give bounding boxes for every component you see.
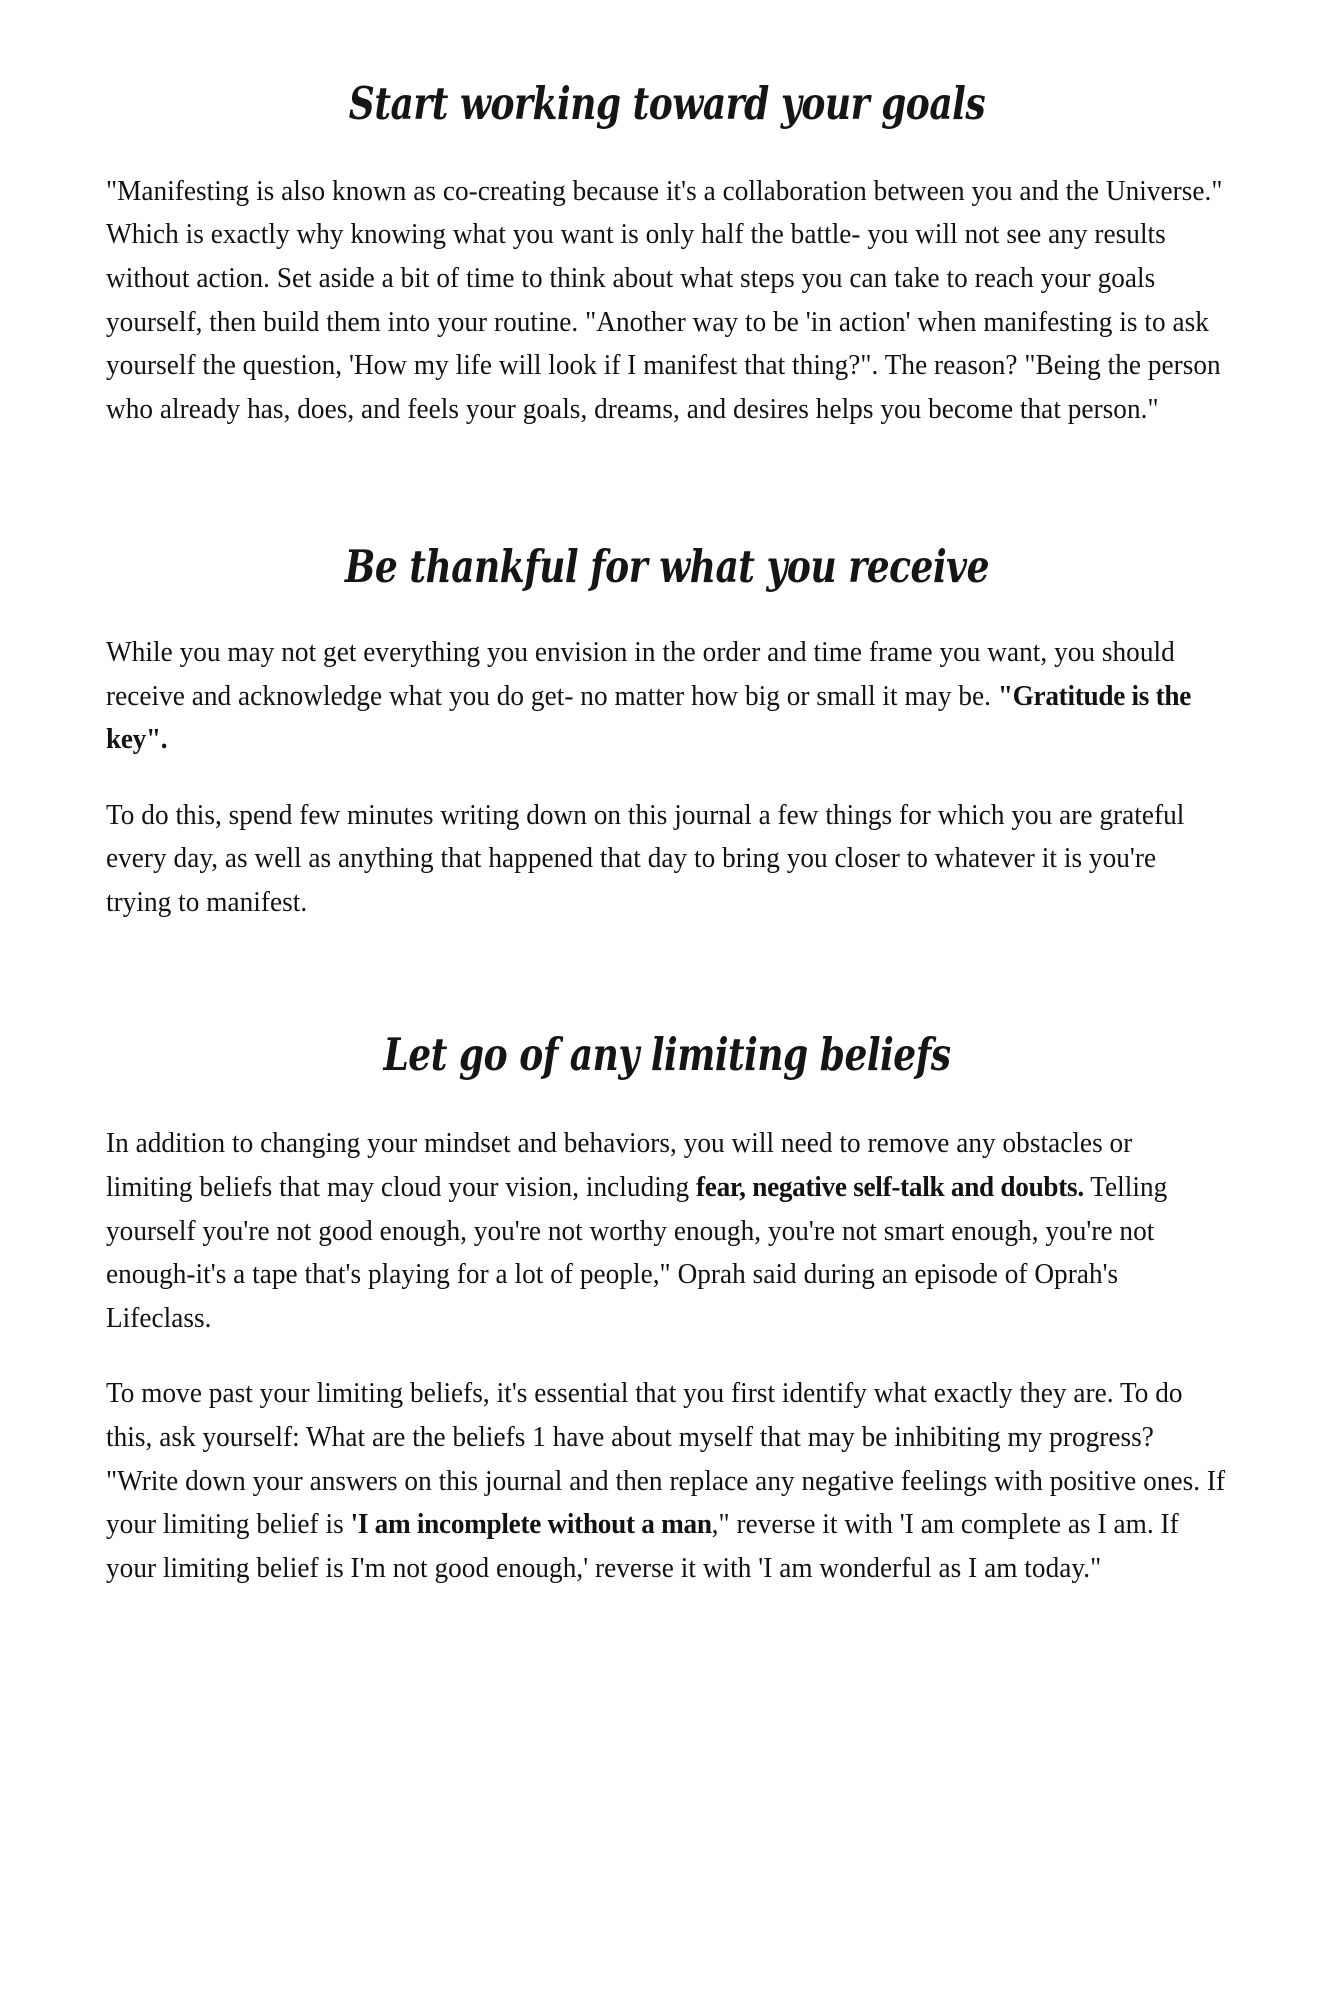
spacer <box>106 762 1228 794</box>
paragraph-1-1 <box>106 170 1226 432</box>
paragraph-2-2 <box>106 794 1226 925</box>
paragraph-3-1 <box>106 1122 1226 1340</box>
body-text-run: ," reverse it with 'I am complete as I am. If your limiting belief is I'm not good enough,' reverse it with 'I am wonderful as I am today." <box>106 1509 1179 1584</box>
paragraph-3-2 <box>106 1372 1226 1590</box>
emphasis-text: "Gratitude is the key". <box>106 680 1192 756</box>
spacer <box>106 1080 1228 1122</box>
spacer <box>106 925 1228 1029</box>
body-text-run: To do this, spend few minutes writing down on this journal a few things for which you are grateful every day, as well as anything that happened that day to bring you closer to whatever it is you're trying to manifest. <box>106 799 1185 919</box>
body-text-run: To move past your limiting beliefs, it's essential that you first identify what exactly they are. To do this, ask yourself: What are the beliefs 1 have about myself that may be inhibiting my progress? "Write down your answers on this journal and then replace any negative feelings with positive ones. If your limiting belief is <box>106 1378 1226 1541</box>
emphasis-text: 'I am incomplete without a man <box>350 1509 712 1541</box>
spacer <box>106 593 1228 631</box>
paragraph-2-1 <box>106 631 1226 762</box>
body-text-run: While you may not get everything you envision in the order and time frame you want, you should receive and acknowledge what you do get- no matter how big or small it may be. <box>106 637 1175 712</box>
section-heading-3: Let go of any limiting beliefs <box>383 1027 951 1081</box>
spacer <box>106 1340 1228 1372</box>
emphasis-text: fear, negative self-talk and doubts. <box>695 1171 1084 1203</box>
spacer <box>106 431 1228 541</box>
body-text-run: "Manifesting is also known as co-creating because it's a collaboration between you and the Universe." Which is exactly why knowing what you want is only half the battle- you will not see any results without action. Set aside a bit of time to think about what steps you can take to reach your goals yourself, then build them into your routine. "Another way to be 'in action' when manifesting is to ask yourself the question, 'How my life will look if I manifest that thing?". The reason? "Being the person who already has, does, and feels your goals, dreams, and desires helps you become that person." <box>106 175 1223 425</box>
spacer-top <box>106 0 1228 78</box>
body-text-run: In addition to changing your mindset and behaviors, you will need to remove any obstacles or limiting beliefs that may cloud your vision, including <box>106 1128 1133 1203</box>
body-text-run: Telling yourself you're not good enough, you're not worthy enough, you're not smart enough, you're not enough-it's a tape that's playing for a lot of people," Oprah said during an episode of Oprah's Lifeclass. <box>106 1171 1168 1334</box>
section-heading-2: Be thankful for what you receive <box>344 540 990 594</box>
document-content <box>106 0 1228 1590</box>
section-heading-1: Start working toward your goals <box>348 77 986 130</box>
spacer <box>106 130 1228 170</box>
